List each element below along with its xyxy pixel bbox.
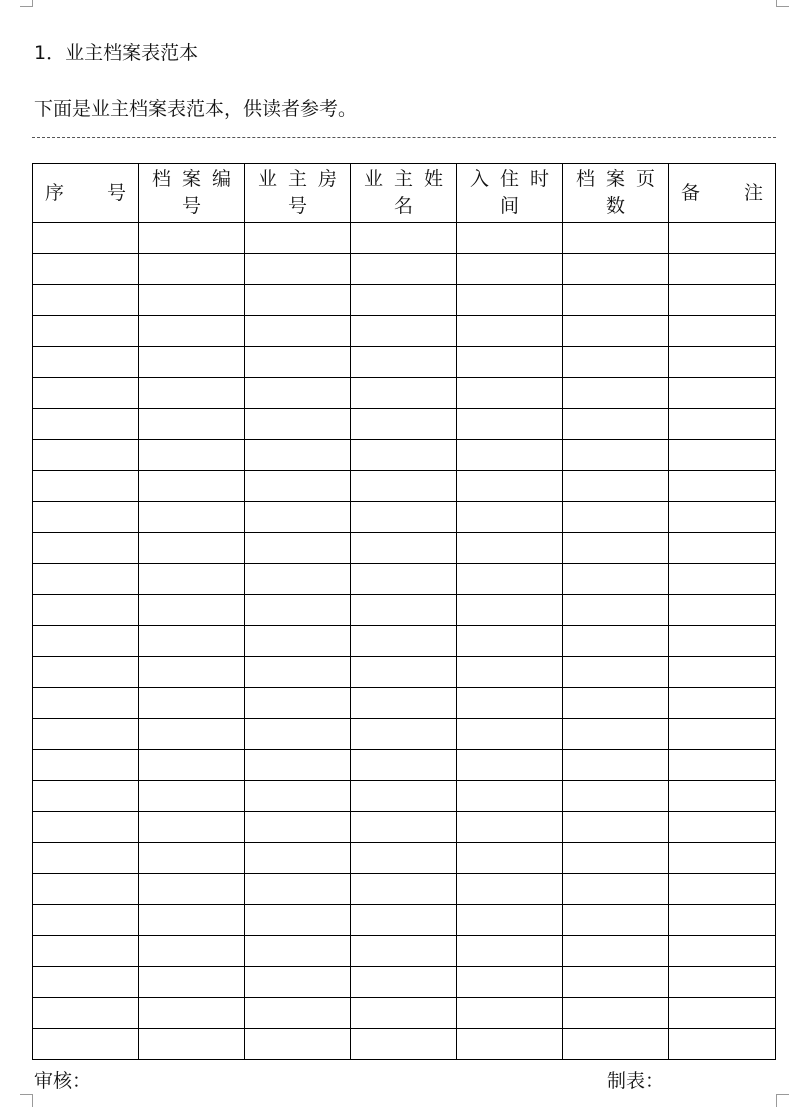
table-row <box>33 967 776 998</box>
table-cell-seq[interactable] <box>33 1029 139 1060</box>
table-cell-seq[interactable] <box>33 905 139 936</box>
table-cell-file-no[interactable] <box>139 781 245 812</box>
page-corner-mark <box>776 1094 789 1107</box>
table-cell-room-no[interactable] <box>245 564 351 595</box>
table-cell-owner-name[interactable] <box>351 719 457 750</box>
table-cell-room-no[interactable] <box>245 688 351 719</box>
table-row <box>33 316 776 347</box>
table-cell-file-pages[interactable] <box>563 254 669 285</box>
table-cell-remarks[interactable] <box>669 440 776 471</box>
table-cell-move-in-time[interactable] <box>457 502 563 533</box>
table-cell-file-no[interactable] <box>139 967 245 998</box>
section-heading: 1．业主档案表范本 <box>34 42 199 64</box>
table-cell-file-no[interactable] <box>139 471 245 502</box>
table-cell-file-no[interactable] <box>139 595 245 626</box>
table-cell-move-in-time[interactable] <box>457 347 563 378</box>
table-cell-file-no[interactable] <box>139 936 245 967</box>
table-cell-room-no[interactable] <box>245 254 351 285</box>
table-cell-file-pages[interactable] <box>563 843 669 874</box>
table-cell-seq[interactable] <box>33 409 139 440</box>
table-cell-owner-name[interactable] <box>351 1029 457 1060</box>
table-cell-remarks[interactable] <box>669 347 776 378</box>
table-cell-remarks[interactable] <box>669 626 776 657</box>
table-cell-file-no[interactable] <box>139 378 245 409</box>
table-cell-remarks[interactable] <box>669 285 776 316</box>
table-cell-file-no[interactable] <box>139 409 245 440</box>
table-cell-file-pages[interactable] <box>563 626 669 657</box>
table-cell-file-no[interactable] <box>139 812 245 843</box>
table-cell-room-no[interactable] <box>245 409 351 440</box>
table-cell-owner-name[interactable] <box>351 688 457 719</box>
table-cell-remarks[interactable] <box>669 533 776 564</box>
table-cell-remarks[interactable] <box>669 657 776 688</box>
table-cell-move-in-time[interactable] <box>457 781 563 812</box>
table-cell-owner-name[interactable] <box>351 905 457 936</box>
table-cell-remarks[interactable] <box>669 223 776 254</box>
table-cell-file-pages[interactable] <box>563 936 669 967</box>
table-cell-move-in-time[interactable] <box>457 471 563 502</box>
table-cell-room-no[interactable] <box>245 657 351 688</box>
table-row <box>33 750 776 781</box>
table-cell-move-in-time[interactable] <box>457 1029 563 1060</box>
table-cell-seq[interactable] <box>33 471 139 502</box>
table-cell-owner-name[interactable] <box>351 936 457 967</box>
table-cell-room-no[interactable] <box>245 781 351 812</box>
table-row <box>33 440 776 471</box>
table-row <box>33 409 776 440</box>
table-cell-file-pages[interactable] <box>563 812 669 843</box>
table-cell-room-no[interactable] <box>245 533 351 564</box>
table-cell-seq[interactable] <box>33 781 139 812</box>
column-header-seq <box>33 164 139 223</box>
table-cell-file-pages[interactable] <box>563 223 669 254</box>
column-header-file-no: 档案编号 <box>139 164 245 223</box>
table-cell-file-pages[interactable] <box>563 657 669 688</box>
column-header-char: 号 <box>106 181 126 204</box>
table-cell-owner-name[interactable] <box>351 285 457 316</box>
table-cell-room-no[interactable] <box>245 936 351 967</box>
table-cell-room-no[interactable] <box>245 626 351 657</box>
table-cell-seq[interactable] <box>33 657 139 688</box>
table-cell-file-pages[interactable] <box>563 564 669 595</box>
table-cell-seq[interactable] <box>33 843 139 874</box>
table-cell-file-no[interactable] <box>139 254 245 285</box>
table-cell-move-in-time[interactable] <box>457 812 563 843</box>
table-cell-seq[interactable] <box>33 719 139 750</box>
table-cell-file-no[interactable] <box>139 626 245 657</box>
table-row <box>33 502 776 533</box>
table-cell-room-no[interactable] <box>245 750 351 781</box>
table-cell-seq[interactable] <box>33 223 139 254</box>
table-cell-remarks[interactable] <box>669 378 776 409</box>
table-cell-file-no[interactable] <box>139 874 245 905</box>
table-cell-remarks[interactable] <box>669 719 776 750</box>
table-cell-file-no[interactable] <box>139 843 245 874</box>
table-cell-file-no[interactable] <box>139 533 245 564</box>
table-cell-room-no[interactable] <box>245 874 351 905</box>
column-header-char: 注 <box>743 181 763 204</box>
table-cell-remarks[interactable] <box>669 998 776 1029</box>
table-cell-owner-name[interactable] <box>351 409 457 440</box>
column-header-char: 备 <box>681 181 701 204</box>
table-cell-move-in-time[interactable] <box>457 409 563 440</box>
table-cell-owner-name[interactable] <box>351 657 457 688</box>
table-cell-seq[interactable] <box>33 967 139 998</box>
column-header-char: 序 <box>45 181 65 204</box>
table-cell-file-no[interactable] <box>139 223 245 254</box>
table-cell-file-pages[interactable] <box>563 502 669 533</box>
table-cell-owner-name[interactable] <box>351 626 457 657</box>
table-cell-file-pages[interactable] <box>563 471 669 502</box>
owner-archive-table <box>32 163 776 1060</box>
table-cell-remarks[interactable] <box>669 409 776 440</box>
page-corner-mark <box>20 0 33 7</box>
table-cell-file-pages[interactable] <box>563 967 669 998</box>
table-cell-seq[interactable] <box>33 533 139 564</box>
table-cell-remarks[interactable] <box>669 316 776 347</box>
table-cell-seq[interactable] <box>33 688 139 719</box>
table-row <box>33 843 776 874</box>
table-cell-seq[interactable] <box>33 347 139 378</box>
table-cell-remarks[interactable] <box>669 905 776 936</box>
table-cell-remarks[interactable] <box>669 1029 776 1060</box>
table-cell-move-in-time[interactable] <box>457 688 563 719</box>
table-cell-seq[interactable] <box>33 595 139 626</box>
table-row <box>33 533 776 564</box>
table-cell-move-in-time[interactable] <box>457 316 563 347</box>
table-cell-seq[interactable] <box>33 285 139 316</box>
table-cell-owner-name[interactable] <box>351 967 457 998</box>
table-cell-file-no[interactable] <box>139 657 245 688</box>
table-cell-seq[interactable] <box>33 378 139 409</box>
table-cell-owner-name[interactable] <box>351 998 457 1029</box>
table-row <box>33 347 776 378</box>
table-cell-owner-name[interactable] <box>351 533 457 564</box>
prepared-by-label: 制表： <box>607 1070 665 1092</box>
table-cell-file-pages[interactable] <box>563 595 669 626</box>
table-cell-remarks[interactable] <box>669 843 776 874</box>
table-cell-move-in-time[interactable] <box>457 967 563 998</box>
table-cell-owner-name[interactable] <box>351 223 457 254</box>
table-cell-room-no[interactable] <box>245 905 351 936</box>
table-cell-seq[interactable] <box>33 998 139 1029</box>
table-cell-file-pages[interactable] <box>563 998 669 1029</box>
table-cell-seq[interactable] <box>33 936 139 967</box>
table-cell-room-no[interactable] <box>245 285 351 316</box>
table-row <box>33 812 776 843</box>
table-cell-room-no[interactable] <box>245 719 351 750</box>
table-row <box>33 595 776 626</box>
table-cell-move-in-time[interactable] <box>457 843 563 874</box>
table-row <box>33 874 776 905</box>
table-cell-file-no[interactable] <box>139 688 245 719</box>
table-cell-remarks[interactable] <box>669 781 776 812</box>
table-cell-move-in-time[interactable] <box>457 657 563 688</box>
table-body <box>33 223 776 1060</box>
table-cell-owner-name[interactable] <box>351 502 457 533</box>
column-header-remarks <box>669 164 776 223</box>
table-cell-file-no[interactable] <box>139 1029 245 1060</box>
table-cell-owner-name[interactable] <box>351 843 457 874</box>
intro-text: 下面是业主档案表范本，供读者参考。 <box>34 98 358 120</box>
table-cell-remarks[interactable] <box>669 812 776 843</box>
table-cell-owner-name[interactable] <box>351 750 457 781</box>
table-cell-owner-name[interactable] <box>351 471 457 502</box>
table-cell-remarks[interactable] <box>669 254 776 285</box>
table-cell-file-pages[interactable] <box>563 905 669 936</box>
table-cell-seq[interactable] <box>33 626 139 657</box>
table-row <box>33 1029 776 1060</box>
table-row <box>33 688 776 719</box>
table-header <box>33 164 776 223</box>
table-cell-owner-name[interactable] <box>351 440 457 471</box>
table-cell-seq[interactable] <box>33 812 139 843</box>
table-cell-seq[interactable] <box>33 254 139 285</box>
table-cell-move-in-time[interactable] <box>457 719 563 750</box>
header-row <box>33 164 776 223</box>
table-row <box>33 998 776 1029</box>
column-header-move-in-time: 入住时间 <box>457 164 563 223</box>
table-cell-file-no[interactable] <box>139 998 245 1029</box>
table-cell-remarks[interactable] <box>669 502 776 533</box>
table-cell-seq[interactable] <box>33 316 139 347</box>
table-cell-file-pages[interactable] <box>563 750 669 781</box>
table-cell-move-in-time[interactable] <box>457 936 563 967</box>
table-cell-remarks[interactable] <box>669 471 776 502</box>
table-cell-file-no[interactable] <box>139 347 245 378</box>
table-cell-owner-name[interactable] <box>351 347 457 378</box>
table-cell-owner-name[interactable] <box>351 595 457 626</box>
table-cell-room-no[interactable] <box>245 843 351 874</box>
table-row <box>33 626 776 657</box>
column-header-owner-name: 业主姓名 <box>351 164 457 223</box>
table-row <box>33 378 776 409</box>
table-cell-file-pages[interactable] <box>563 316 669 347</box>
table-cell-room-no[interactable] <box>245 440 351 471</box>
page-corner-mark <box>776 0 789 7</box>
table-cell-remarks[interactable] <box>669 595 776 626</box>
table-cell-owner-name[interactable] <box>351 378 457 409</box>
table-cell-file-pages[interactable] <box>563 1029 669 1060</box>
table-row <box>33 781 776 812</box>
table-cell-owner-name[interactable] <box>351 812 457 843</box>
table-row <box>33 905 776 936</box>
table-row <box>33 936 776 967</box>
table-cell-owner-name[interactable] <box>351 874 457 905</box>
table-cell-file-pages[interactable] <box>563 688 669 719</box>
table-cell-seq[interactable] <box>33 874 139 905</box>
table-cell-room-no[interactable] <box>245 1029 351 1060</box>
table-cell-room-no[interactable] <box>245 347 351 378</box>
table-row <box>33 657 776 688</box>
table-cell-move-in-time[interactable] <box>457 564 563 595</box>
table-cell-file-no[interactable] <box>139 719 245 750</box>
table-cell-seq[interactable] <box>33 750 139 781</box>
table-cell-file-pages[interactable] <box>563 409 669 440</box>
table-cell-move-in-time[interactable] <box>457 533 563 564</box>
table-cell-file-pages[interactable] <box>563 874 669 905</box>
table-cell-room-no[interactable] <box>245 223 351 254</box>
table-cell-room-no[interactable] <box>245 967 351 998</box>
table-cell-file-no[interactable] <box>139 316 245 347</box>
table-row <box>33 285 776 316</box>
table-cell-room-no[interactable] <box>245 471 351 502</box>
table-cell-move-in-time[interactable] <box>457 223 563 254</box>
table-cell-owner-name[interactable] <box>351 781 457 812</box>
table-cell-room-no[interactable] <box>245 378 351 409</box>
table-cell-file-no[interactable] <box>139 564 245 595</box>
table-cell-room-no[interactable] <box>245 316 351 347</box>
table-cell-file-pages[interactable] <box>563 440 669 471</box>
table-cell-file-pages[interactable] <box>563 781 669 812</box>
table-row <box>33 254 776 285</box>
column-header-file-pages: 档案页数 <box>563 164 669 223</box>
table-cell-remarks[interactable] <box>669 564 776 595</box>
table-row <box>33 223 776 254</box>
table-cell-move-in-time[interactable] <box>457 440 563 471</box>
table-cell-move-in-time[interactable] <box>457 750 563 781</box>
table-cell-owner-name[interactable] <box>351 316 457 347</box>
table-cell-room-no[interactable] <box>245 502 351 533</box>
table-cell-remarks[interactable] <box>669 967 776 998</box>
table-cell-file-no[interactable] <box>139 285 245 316</box>
table-cell-move-in-time[interactable] <box>457 595 563 626</box>
column-header-room-no: 业主房号 <box>245 164 351 223</box>
table-cell-file-no[interactable] <box>139 440 245 471</box>
table-cell-remarks[interactable] <box>669 688 776 719</box>
table-cell-room-no[interactable] <box>245 595 351 626</box>
table-cell-remarks[interactable] <box>669 936 776 967</box>
table-cell-move-in-time[interactable] <box>457 378 563 409</box>
table-cell-move-in-time[interactable] <box>457 626 563 657</box>
table-cell-remarks[interactable] <box>669 750 776 781</box>
table-cell-room-no[interactable] <box>245 812 351 843</box>
table-cell-seq[interactable] <box>33 440 139 471</box>
review-label: 审核： <box>34 1070 92 1092</box>
table-row <box>33 471 776 502</box>
dashed-divider <box>32 137 776 138</box>
table-cell-owner-name[interactable] <box>351 254 457 285</box>
table-cell-move-in-time[interactable] <box>457 254 563 285</box>
table-cell-seq[interactable] <box>33 564 139 595</box>
page-corner-mark <box>20 1094 33 1107</box>
table-cell-file-pages[interactable] <box>563 378 669 409</box>
table-cell-remarks[interactable] <box>669 874 776 905</box>
table-cell-file-no[interactable] <box>139 905 245 936</box>
table-cell-file-pages[interactable] <box>563 719 669 750</box>
table-cell-file-no[interactable] <box>139 750 245 781</box>
table-cell-move-in-time[interactable] <box>457 998 563 1029</box>
table-row <box>33 719 776 750</box>
table-cell-room-no[interactable] <box>245 998 351 1029</box>
table-cell-seq[interactable] <box>33 502 139 533</box>
table-cell-file-pages[interactable] <box>563 347 669 378</box>
table-cell-file-pages[interactable] <box>563 533 669 564</box>
table-cell-file-pages[interactable] <box>563 285 669 316</box>
table-row <box>33 564 776 595</box>
table-cell-file-no[interactable] <box>139 502 245 533</box>
table-cell-move-in-time[interactable] <box>457 285 563 316</box>
table-cell-move-in-time[interactable] <box>457 874 563 905</box>
table-cell-move-in-time[interactable] <box>457 905 563 936</box>
table-cell-owner-name[interactable] <box>351 564 457 595</box>
